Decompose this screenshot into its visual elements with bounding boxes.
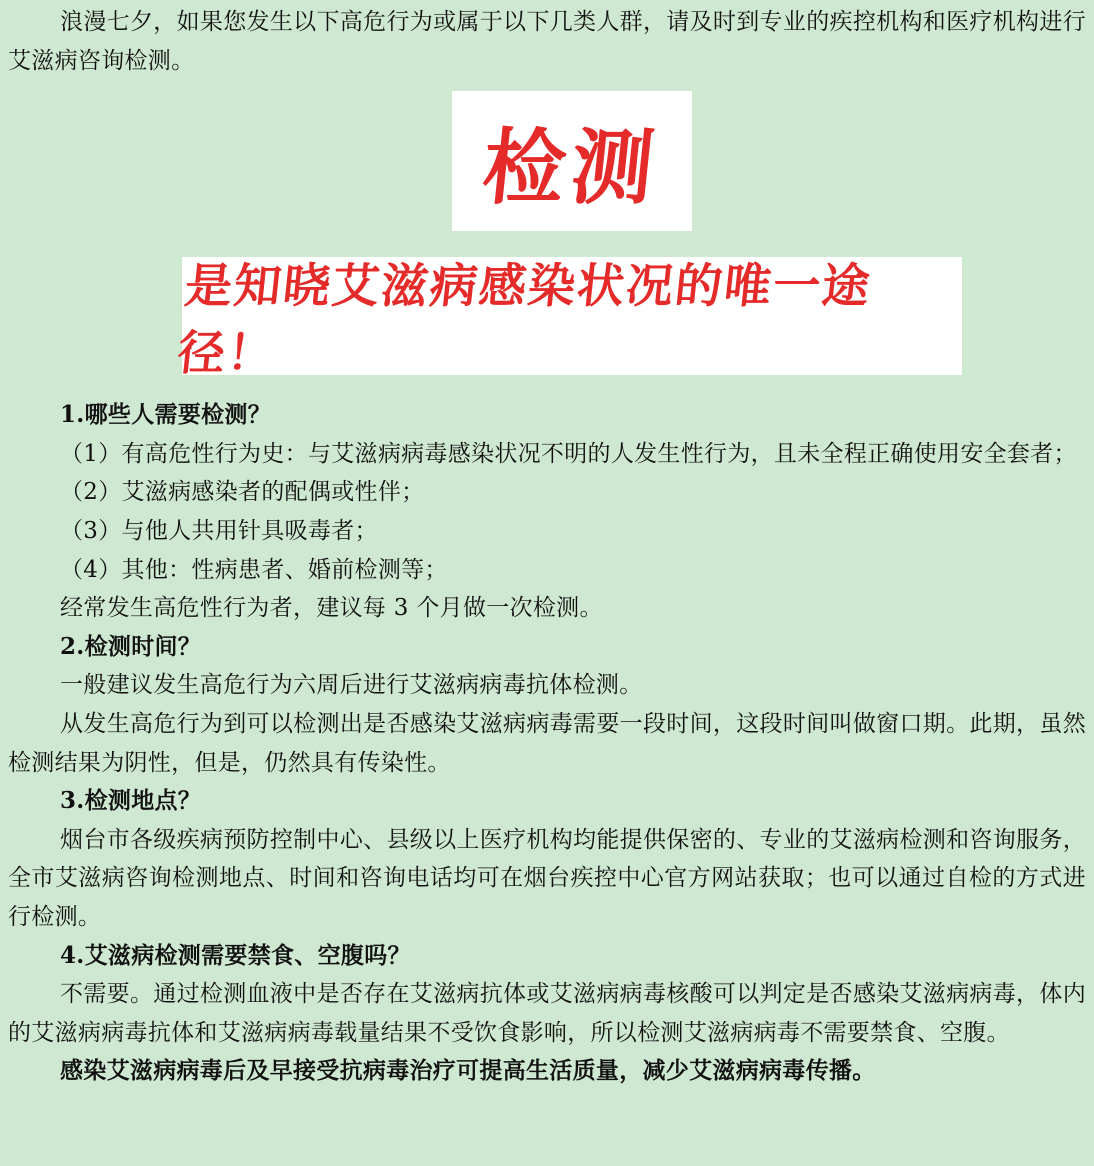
section1-heading: 1.哪些人需要检测？ bbox=[60, 401, 272, 429]
section1-note: 经常发生高危性行为者，建议每 3 个月做一次检测。 bbox=[60, 595, 603, 622]
banner-subtitle-image bbox=[175, 257, 962, 382]
section3-paragraph: 烟台市各级疾病预防控制中心、县级以上医疗机构均能提供保密的、专业的艾滋病检测和咨询服务，全市艾滋病咨询检测地点、时间和咨询电话均可在烟台疾控中心官方网站获取；也可以通过自检的方式进行检测。 bbox=[8, 826, 1086, 930]
banner-title: 检测 bbox=[478, 119, 665, 216]
section4-heading: 4.艾滋病检测需要禁食、空腹吗？ bbox=[60, 941, 411, 969]
section1-item: （4）其他：性病患者、婚前检测等； bbox=[60, 556, 448, 583]
section3-heading: 3.检测地点？ bbox=[60, 787, 202, 815]
section1-item: （1）有高危性行为史：与艾滋病病毒感染状况不明的人发生性行为，且未全程正确使用安全套者； bbox=[60, 440, 1077, 467]
section4-paragraph: 不需要。通过检测血液中是否存在艾滋病抗体或艾滋病病毒核酸可以判定是否感染艾滋病病毒，体内的艾滋病病毒抗体和艾滋病病毒载量结果不受饮食影响，所以检测艾滋病病毒不需要禁食、空腹。 bbox=[8, 981, 1086, 1046]
section2-paragraph: 一般建议发生高危行为六周后进行艾滋病病毒抗体检测。 bbox=[60, 672, 643, 699]
section2-paragraph: 从发生高危行为到可以检测出是否感染艾滋病病毒需要一段时间，这段时间叫做窗口期。此期，虽然检测结果为阴性，但是，仍然具有传染性。 bbox=[8, 710, 1086, 776]
section1-item: （3）与他人共用针具吸毒者； bbox=[60, 517, 378, 544]
section2-heading: 2.检测时间？ bbox=[60, 632, 202, 660]
banner-title-image bbox=[452, 91, 692, 231]
section1-item: （2）艾滋病感染者的配偶或性伴； bbox=[60, 479, 425, 506]
closing-statement: 感染艾滋病病毒后及早接受抗病毒治疗可提高生活质量，减少艾滋病病毒传播。 bbox=[60, 1057, 876, 1085]
banner-subtitle: 是知晓艾滋病感染状况的唯一途径！ bbox=[175, 259, 874, 382]
intro-paragraph: 浪漫七夕，如果您发生以下高危行为或属于以下几类人群，请及时到专业的疾控机构和医疗机构进行艾滋病咨询检测。 bbox=[8, 9, 1086, 74]
